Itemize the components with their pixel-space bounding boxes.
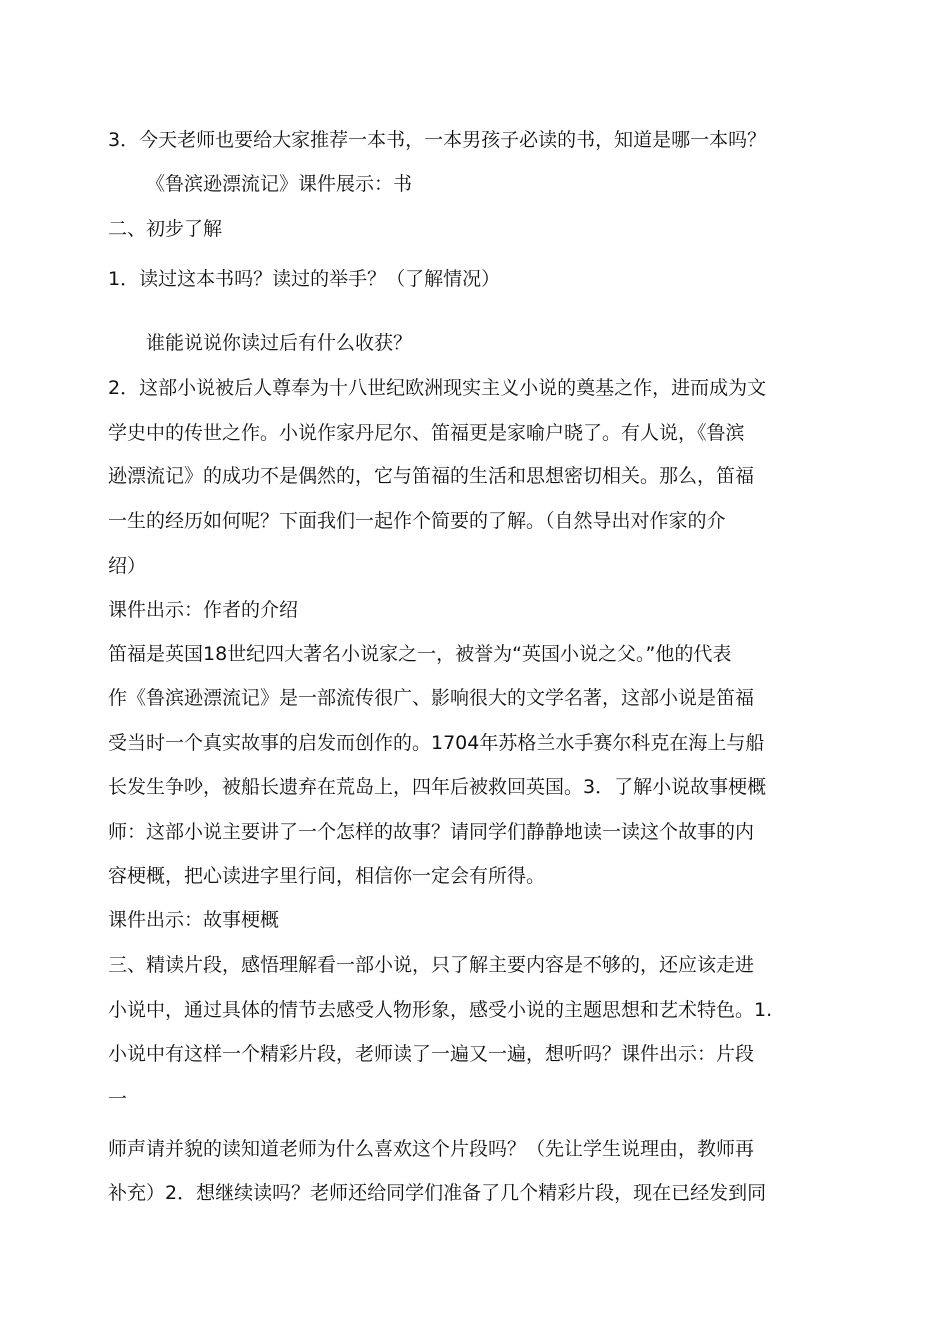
text-line: 2．这部小说被后人尊奉为十八世纪欧洲现实主义小说的奠基之作，进而成为文 <box>108 377 767 399</box>
section-heading: 二、初步了解 <box>108 218 223 240</box>
text-line: 3．今天老师也要给大家推荐一本书，一本男孩子必读的书，知道是哪一本吗？ <box>108 129 767 151</box>
text-line: 《鲁滨逊漂流记》课件展示：书 <box>146 173 413 195</box>
text-line: 谁能说说你读过后有什么收获？ <box>146 332 413 354</box>
text-line: 绍） <box>108 555 147 577</box>
text-line: 逊漂流记》的成功不是偶然的，它与笛福的生活和思想密切相关。那么，笛福 <box>108 465 755 487</box>
text-line: 课件出示：故事梗概 <box>108 909 280 931</box>
text-line: 小说中，通过具体的情节去感受人物形象，感受小说的主题思想和艺术特色。1. <box>108 999 773 1021</box>
section-heading: 三、精读片段，感悟理解看一部小说，只了解主要内容是不够的，还应该走进 <box>108 954 755 976</box>
text-line: 补充）2．想继续读吗？老师还给同学们准备了几个精彩片段，现在已经发到同 <box>108 1182 767 1204</box>
text-line: 学史中的传世之作。小说作家丹尼尔、笛福更是家喻户晓了。有人说，《鲁滨 <box>108 422 745 444</box>
text-line: 一生的经历如何呢？下面我们一起作个简要的了解。（自然导出对作家的介 <box>108 510 726 532</box>
text-line: 一 <box>108 1088 128 1110</box>
text-line: 师声请并貌的读知道老师为什么喜欢这个片段吗？（先让学生说理由，教师再 <box>108 1138 755 1160</box>
text-line: 1．读过这本书吗？读过的举手？（了解情况） <box>108 268 501 290</box>
text-line: 课件出示：作者的介绍 <box>108 599 299 621</box>
text-line: 笛福是英国18世纪四大著名小说家之一，被誉为“英国小说之父。”他的代表 <box>108 643 732 665</box>
text-line: 受当时一个真实故事的启发而创作的。1704年苏格兰水手赛尔科克在海上与船 <box>108 732 765 754</box>
text-line: 小说中有这样一个精彩片段，老师读了一遍又一遍，想听吗？课件出示：片段 <box>108 1043 755 1065</box>
text-line: 长发生争吵，被船长遗弃在荒岛上，四年后被救回英国。3．了解小说故事梗概 <box>108 776 767 798</box>
text-line: 容梗概，把心读进字里行间，相信你一定会有所得。 <box>108 865 546 887</box>
text-line: 作《鲁滨逊漂流记》是一部流传很广、影响很大的文学名著，这部小说是笛福 <box>108 687 755 709</box>
text-line: 师：这部小说主要讲了一个怎样的故事？请同学们静静地读一读这个故事的内 <box>108 821 755 843</box>
